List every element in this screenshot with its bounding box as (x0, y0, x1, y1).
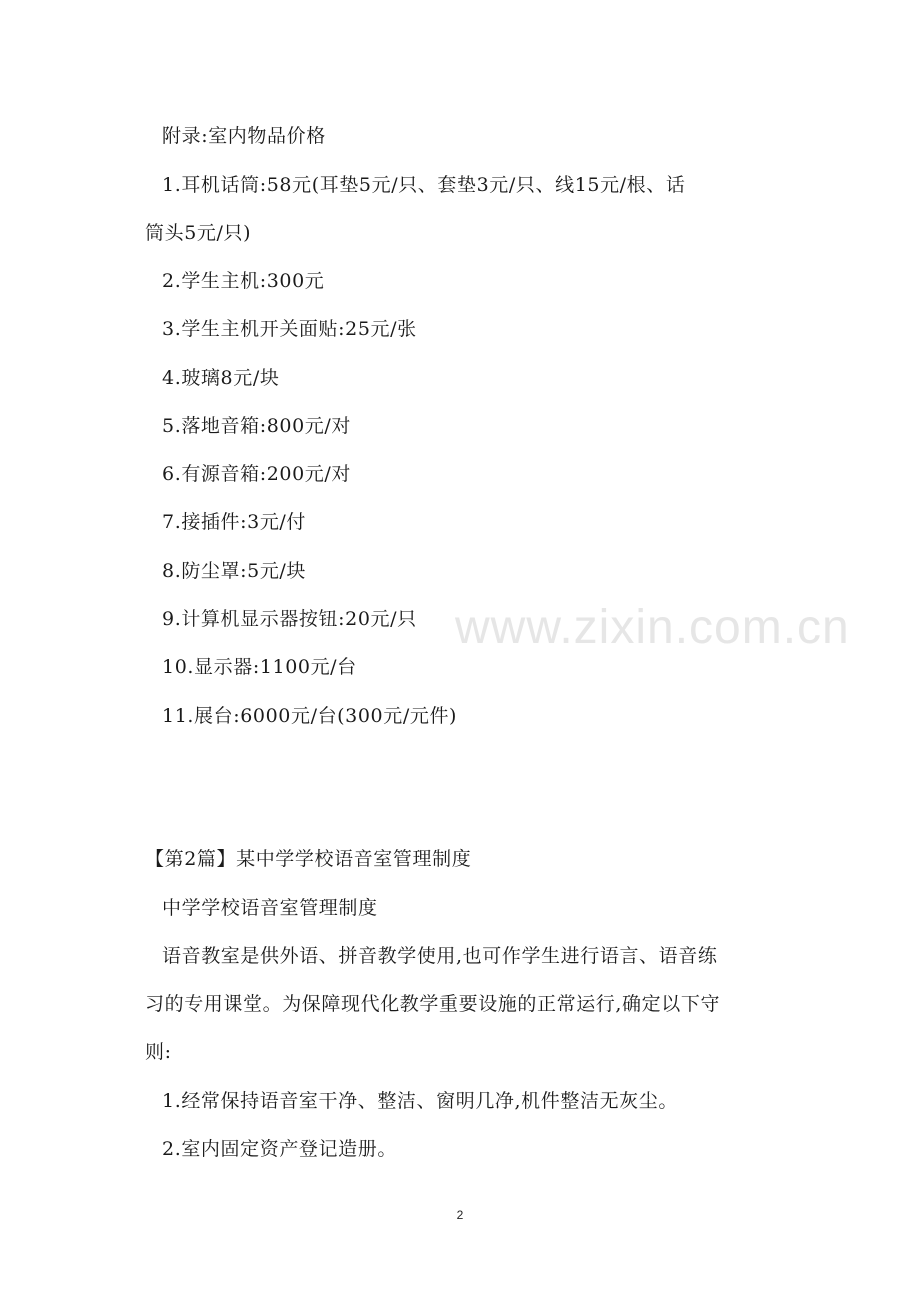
appendix-item: 4.玻璃8元/块 (162, 367, 280, 389)
appendix-item: 1.耳机话筒:58元(耳垫5元/只、套垫3元/只、线15元/根、话 (162, 174, 686, 196)
appendix-item-continuation: 筒头5元/只) (145, 222, 252, 244)
appendix-item: 7.接插件:3元/付 (162, 511, 307, 533)
appendix-item: 10.显示器:1100元/台 (162, 656, 357, 678)
appendix-item: 5.落地音箱:800元/对 (162, 415, 351, 437)
appendix-item: 2.学生主机:300元 (162, 270, 325, 292)
intro-line: 语音教室是供外语、拼音教学使用,也可作学生进行语言、语音练 (162, 945, 718, 967)
appendix-item: 9.计算机显示器按钮:20元/只 (162, 608, 417, 630)
intro-line: 则: (145, 1041, 172, 1063)
intro-line: 习的专用课堂。为保障现代化教学重要设施的正常运行,确定以下守 (145, 993, 721, 1015)
page-number: 2 (456, 1208, 464, 1222)
appendix-item: 3.学生主机开关面贴:25元/张 (162, 318, 417, 340)
appendix-title: 附录:室内物品价格 (162, 125, 326, 147)
article-heading: 【第2篇】某中学学校语音室管理制度 (145, 848, 472, 870)
watermark: www.zixin.com.cn (455, 601, 850, 654)
appendix-item: 8.防尘罩:5元/块 (162, 560, 307, 582)
appendix-item: 6.有源音箱:200元/对 (162, 463, 351, 485)
rule-item: 1.经常保持语音室干净、整洁、窗明几净,机件整洁无灰尘。 (162, 1090, 678, 1112)
article-subtitle: 中学学校语音室管理制度 (162, 897, 378, 919)
rule-item: 2.室内固定资产登记造册。 (162, 1138, 397, 1160)
appendix-item: 11.展台:6000元/台(300元/元件) (162, 705, 458, 727)
